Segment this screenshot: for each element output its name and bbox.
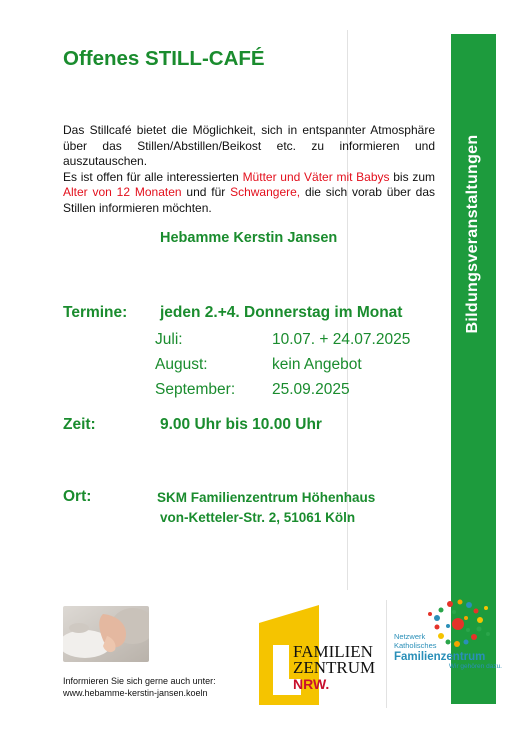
- baby-hands-photo: [63, 606, 149, 662]
- date-month: August:: [155, 356, 208, 373]
- intro-paragraph-1: Das Stillcafé bietet die Möglichkeit, sich in entspannter Atmosphäre über das Stillen/Abstillen/Beikost etc. zu informieren und auszutauschen.: [63, 123, 435, 168]
- fold-line-bottom: [386, 600, 387, 708]
- date-month: Juli:: [155, 331, 183, 348]
- intro-text: [63, 123, 435, 216]
- intro-paragraph-2: [63, 170, 435, 217]
- midwife-name: Hebamme Kerstin Jansen: [160, 230, 338, 246]
- date-values: 10.07. + 24.07.2025: [272, 331, 411, 348]
- highlight-pregnant: Schwangere,: [230, 185, 301, 199]
- highlight-parents: Mütter und Väter mit Babys: [242, 169, 390, 184]
- ort-label: Ort:: [63, 488, 92, 505]
- intro-text-segment: bis zum: [389, 169, 435, 184]
- page-title: Offenes STILL-CAFÉ: [63, 47, 265, 70]
- logo-text-zentrum: ZENTRUM: [293, 658, 376, 677]
- nkf-line-netzwerk: Netzwerk: [394, 632, 426, 641]
- logo-text-nrw: NRW.: [293, 676, 330, 692]
- date-row-september: [155, 381, 350, 399]
- nkf-line-katholisches: Katholisches: [394, 641, 437, 650]
- date-values: 25.09.2025: [272, 381, 350, 398]
- nkf-text-block: [394, 632, 502, 670]
- logo-text-familien: FAMILIEN: [293, 642, 373, 661]
- intro-text-segment: Es ist offen für alle interessierten: [63, 169, 243, 184]
- zeit-label: Zeit:: [63, 416, 96, 433]
- ort-venue: SKM Familienzentrum Höhenhaus: [157, 490, 376, 505]
- familienzentrum-nrw-logo: [259, 605, 379, 705]
- date-row-july: [155, 331, 410, 349]
- date-row-august: [155, 356, 362, 374]
- intro-text-segment: die sich vorab über das Stillen informieren möchten.: [63, 185, 436, 215]
- ort-address: von-Ketteler-Str. 2, 51061 Köln: [160, 510, 356, 525]
- netzwerk-familienzentrum-logo: [390, 596, 508, 700]
- highlight-age: Alter von 12 Monaten: [63, 185, 182, 199]
- footer-line-1: Informieren Sie sich gerne auch unter:: [63, 676, 216, 686]
- termine-headline: jeden 2.+4. Donnerstag im Monat: [160, 304, 403, 321]
- zeit-value: 9.00 Uhr bis 10.00 Uhr: [160, 416, 322, 433]
- nkf-line-familienzentrum: Familienzentrum: [394, 651, 486, 663]
- date-month: September:: [155, 381, 236, 398]
- nkf-tagline: Wir gehören dazu.: [448, 663, 502, 670]
- footer-note: [63, 676, 216, 699]
- intro-text-segment: und für: [181, 185, 231, 199]
- footer-website[interactable]: www.hebamme-kerstin-jansen.koeln: [63, 687, 208, 698]
- date-values: kein Angebot: [272, 356, 362, 373]
- termine-label: Termine:: [63, 304, 128, 321]
- side-banner-label: Bildungsveranstaltungen: [464, 134, 481, 334]
